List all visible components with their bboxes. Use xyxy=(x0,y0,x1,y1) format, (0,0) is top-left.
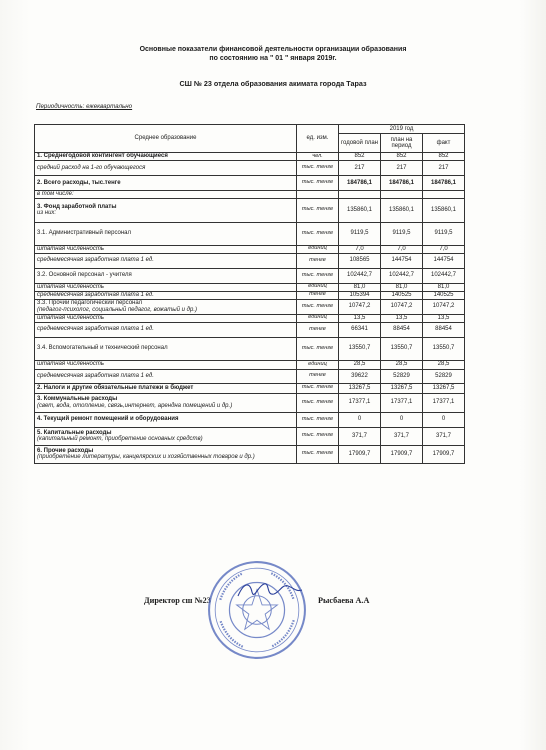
cell-plan: 371,7 xyxy=(339,427,381,445)
row-label xyxy=(35,383,297,393)
row-label xyxy=(35,299,297,314)
cell-period: 0 xyxy=(381,412,423,427)
row-label xyxy=(35,337,297,360)
cell-plan: 66341 xyxy=(339,322,381,337)
row-sublabel: из них: xyxy=(37,210,57,216)
table-row xyxy=(35,412,465,427)
cell-fact: 88454 xyxy=(423,322,465,337)
cell-period: 13550,7 xyxy=(381,337,423,360)
table-row xyxy=(35,337,465,360)
row-unit: тыс. тенге xyxy=(297,337,339,360)
row-label-text: 2. Всего расходы, тыс.тенге xyxy=(37,179,121,186)
cell-fact: 217 xyxy=(423,161,465,176)
row-unit: тыс. тенге xyxy=(297,427,339,445)
cell-plan: 102442,7 xyxy=(339,268,381,283)
cell-period: 13267,5 xyxy=(381,383,423,393)
cell-fact: 13,5 xyxy=(423,314,465,322)
table-row xyxy=(35,222,465,245)
table-row xyxy=(35,383,465,393)
cell-fact: 13550,7 xyxy=(423,337,465,360)
signature-icon xyxy=(236,578,304,602)
cell-period: 184786,1 xyxy=(381,176,423,191)
cell-plan: 28,5 xyxy=(339,360,381,369)
table-row xyxy=(35,198,465,222)
director-title: Директор сш №23 xyxy=(144,596,211,605)
cell-fact: 0 xyxy=(423,412,465,427)
row-label xyxy=(35,283,297,291)
row-label-text: 3.2. Основной персонал - учителя xyxy=(37,272,132,279)
row-label xyxy=(35,291,297,299)
cell-plan: 17909,7 xyxy=(339,445,381,463)
col-header-year: 2019 год xyxy=(339,125,465,134)
report-date: по состоянию на " 01 " января 2019г. xyxy=(209,55,337,62)
row-unit: тыс. тенге xyxy=(297,299,339,314)
row-unit: тыс. тенге xyxy=(297,412,339,427)
table-row xyxy=(35,314,465,322)
row-unit: тенге xyxy=(297,369,339,383)
row-label xyxy=(35,322,297,337)
row-label-text: среднемесячная заработная плата 1 ед. xyxy=(37,291,154,298)
cell-fact: 17377,1 xyxy=(423,393,465,412)
row-unit: тыс. тенге xyxy=(297,393,339,412)
cell-fact: 52829 xyxy=(423,369,465,383)
cell-period: 371,7 xyxy=(381,427,423,445)
cell-plan: 105394 xyxy=(339,291,381,299)
row-label-text: 3.4. Вспомогательный и технический персонал xyxy=(37,345,168,352)
row-label xyxy=(35,161,297,176)
row-label-text: среднемесячная заработная плата 1 ед. xyxy=(37,372,154,379)
row-unit: тенге xyxy=(297,322,339,337)
cell-plan: 39622 xyxy=(339,369,381,383)
col-header-plan: годовой план xyxy=(339,134,381,153)
cell-plan: 81,0 xyxy=(339,283,381,291)
cell-fact: 184786,1 xyxy=(423,176,465,191)
row-sublabel: (приобретение литературы, канцелярских и хозяйственных товаров и др.) xyxy=(37,454,255,460)
table-row xyxy=(35,299,465,314)
row-unit: единиц xyxy=(297,283,339,291)
cell-fact: 81,0 xyxy=(423,283,465,291)
row-sublabel: (свет, вода, отопление, связь,интернет, арендна помещений и др.) xyxy=(37,402,233,409)
table-row xyxy=(35,369,465,383)
row-sublabel: (педагог-психолог, социальный педагог, вожатый и др.) xyxy=(37,306,197,313)
row-label xyxy=(35,198,297,222)
report-title: Основные показатели финансовой деятельности организации образования xyxy=(139,46,407,53)
cell-period: 10747,2 xyxy=(381,299,423,314)
row-unit: единиц xyxy=(297,360,339,369)
row-label-text: в том числе: xyxy=(37,191,74,197)
row-unit: тыс. тенге xyxy=(297,383,339,393)
cell-fact: 7,0 xyxy=(423,245,465,253)
col-header-period: план на период xyxy=(381,134,423,153)
cell-period: 17377,1 xyxy=(381,393,423,412)
table-row xyxy=(35,268,465,283)
cell-fact: 371,7 xyxy=(423,427,465,445)
table-row xyxy=(35,393,465,412)
row-label-text: 2. Налоги и другие обязательные платежи в бюджет xyxy=(37,384,194,391)
cell-plan: 7,0 xyxy=(339,245,381,253)
table-row xyxy=(35,161,465,176)
table-body xyxy=(35,153,465,464)
row-unit: единиц xyxy=(297,314,339,322)
cell-period: 88454 xyxy=(381,322,423,337)
table-row xyxy=(35,245,465,253)
col-header-unit: ед. изм. xyxy=(297,125,339,153)
table-row xyxy=(35,283,465,291)
row-unit: тенге xyxy=(297,253,339,268)
col-header-fact: факт xyxy=(423,134,465,153)
row-unit: тыс. тенге xyxy=(297,222,339,245)
row-label-text: 3.3. Прочий педагогический персонал xyxy=(37,300,143,306)
row-label xyxy=(35,176,297,191)
cell-period: 52829 xyxy=(381,369,423,383)
row-sublabel: (капитальный ремонт, приобретение основных средств) xyxy=(37,436,203,442)
cell-fact: 28,5 xyxy=(423,360,465,369)
cell-period: 9119,5 xyxy=(381,222,423,245)
cell-plan xyxy=(339,191,381,199)
row-label-text: штатная численность xyxy=(37,361,105,368)
row-label xyxy=(35,222,297,245)
director-name: Рысбаева А.А xyxy=(318,596,370,605)
cell-plan: 9119,5 xyxy=(339,222,381,245)
row-unit: чел. xyxy=(297,153,339,161)
row-label xyxy=(35,253,297,268)
row-label xyxy=(35,191,297,199)
cell-period: 13,5 xyxy=(381,314,423,322)
cell-fact: 13267,5 xyxy=(423,383,465,393)
cell-fact: 140525 xyxy=(423,291,465,299)
row-label-text: среднемесячная заработная плата 1 ед. xyxy=(37,257,154,264)
cell-period xyxy=(381,191,423,199)
row-label xyxy=(35,314,297,322)
row-label-text: среднемесячная заработная плата 1 ед. xyxy=(37,326,154,333)
cell-fact: 10747,2 xyxy=(423,299,465,314)
row-label xyxy=(35,427,297,445)
row-label xyxy=(35,445,297,463)
cell-plan: 135860,1 xyxy=(339,198,381,222)
row-unit: тыс. тенге xyxy=(297,176,339,191)
row-label xyxy=(35,369,297,383)
row-label-text: 1. Среднегодовой контингент обучающиеся xyxy=(37,153,168,160)
table-row xyxy=(35,360,465,369)
row-label-text: средний расход на 1-го обучающегося xyxy=(37,164,146,171)
periodicity: Периодичность: ежеквартально xyxy=(36,103,133,110)
table-row xyxy=(35,176,465,191)
official-stamp-icon xyxy=(206,559,308,661)
row-label-text: 3. Фонд заработной платы xyxy=(37,203,117,210)
cell-plan: 17377,1 xyxy=(339,393,381,412)
cell-plan: 13550,7 xyxy=(339,337,381,360)
row-unit: тыс. тенге xyxy=(297,445,339,463)
row-unit xyxy=(297,191,339,199)
cell-period: 140525 xyxy=(381,291,423,299)
cell-plan: 10747,2 xyxy=(339,299,381,314)
financial-table xyxy=(34,124,465,464)
cell-fact: 144754 xyxy=(423,253,465,268)
table-row xyxy=(35,445,465,463)
row-label xyxy=(35,393,297,412)
cell-plan: 13267,5 xyxy=(339,383,381,393)
row-unit: тыс. тенге xyxy=(297,268,339,283)
cell-fact: 17909,7 xyxy=(423,445,465,463)
cell-fact: 135860,1 xyxy=(423,198,465,222)
table-row xyxy=(35,153,465,161)
row-label-text: штатная численность xyxy=(37,283,105,290)
row-label-text: штатная численность xyxy=(37,245,105,252)
table-row xyxy=(35,253,465,268)
cell-period: 7,0 xyxy=(381,245,423,253)
cell-period: 102442,7 xyxy=(381,268,423,283)
row-label-text: штатная численность xyxy=(37,314,105,321)
cell-plan: 0 xyxy=(339,412,381,427)
cell-period: 852 xyxy=(381,153,423,161)
row-unit: тыс. тенге xyxy=(297,161,339,176)
row-label-text: 6. Прочие расходы xyxy=(37,447,94,454)
cell-plan: 217 xyxy=(339,161,381,176)
row-unit: тыс. тенге xyxy=(297,198,339,222)
row-label-text: 5. Капитальные расходы xyxy=(37,429,112,436)
cell-period: 135860,1 xyxy=(381,198,423,222)
table-row xyxy=(35,291,465,299)
cell-plan: 852 xyxy=(339,153,381,161)
cell-period: 28,5 xyxy=(381,360,423,369)
row-label xyxy=(35,412,297,427)
row-unit: единиц xyxy=(297,245,339,253)
row-label xyxy=(35,268,297,283)
cell-plan: 108565 xyxy=(339,253,381,268)
row-label xyxy=(35,245,297,253)
cell-plan: 184786,1 xyxy=(339,176,381,191)
cell-period: 81,0 xyxy=(381,283,423,291)
cell-period: 144754 xyxy=(381,253,423,268)
row-label xyxy=(35,153,297,161)
cell-period: 217 xyxy=(381,161,423,176)
cell-fact: 9119,5 xyxy=(423,222,465,245)
row-label xyxy=(35,360,297,369)
cell-plan: 13,5 xyxy=(339,314,381,322)
cell-fact: 102442,7 xyxy=(423,268,465,283)
cell-fact: 852 xyxy=(423,153,465,161)
row-label-text: 3. Коммунальные расходы xyxy=(37,396,118,402)
row-label-text: 3.1. Административный персонал xyxy=(37,230,132,237)
row-label-text: 4. Текущий ремонт помещений и оборудования xyxy=(37,416,179,423)
table-row xyxy=(35,191,465,199)
table-row xyxy=(35,427,465,445)
cell-period: 17909,7 xyxy=(381,445,423,463)
cell-fact xyxy=(423,191,465,199)
col-header-name: Среднее образование xyxy=(35,125,297,153)
row-unit: тенге xyxy=(297,291,339,299)
table-row xyxy=(35,322,465,337)
organization-name: СШ № 23 отдела образования акимата города Тараз xyxy=(179,79,367,88)
